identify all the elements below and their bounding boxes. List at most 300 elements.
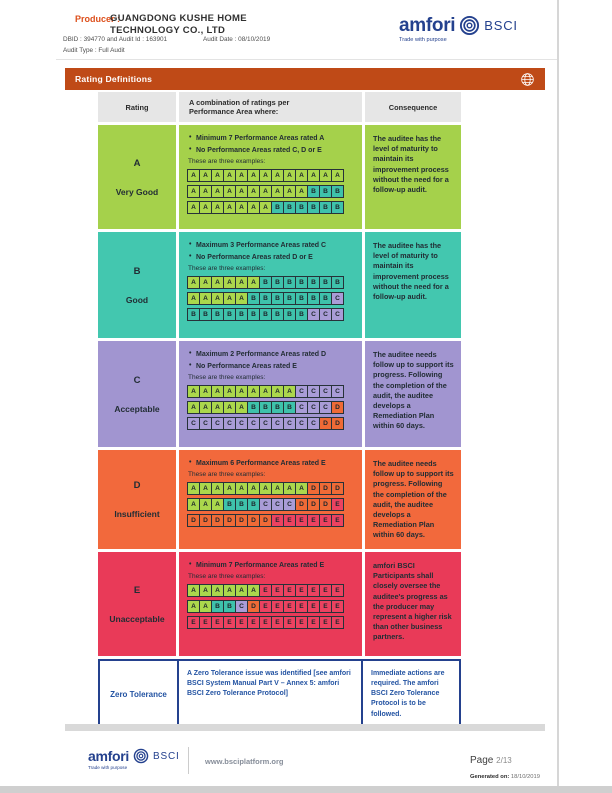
rating-cell-A: A bbox=[247, 169, 260, 182]
rating-name: Unacceptable bbox=[109, 613, 165, 624]
rating-cell-E: E bbox=[307, 514, 320, 527]
rating-letter: C bbox=[133, 374, 141, 386]
example-grid bbox=[187, 169, 356, 182]
rating-cell-A: A bbox=[235, 169, 248, 182]
rating-cell-A: A bbox=[199, 201, 212, 214]
example-grid bbox=[187, 385, 356, 398]
consequence-cell bbox=[365, 125, 461, 229]
example-grids bbox=[187, 385, 356, 430]
rating-cell-E: E bbox=[331, 584, 344, 597]
rating-row bbox=[98, 450, 461, 549]
rating-cell-C: C bbox=[199, 417, 212, 430]
rating-cell-D: D bbox=[211, 514, 224, 527]
rating-cell-C: C bbox=[319, 308, 332, 321]
audit-type: Audit Type : Full Audit bbox=[63, 47, 125, 54]
rating-cell-E: E bbox=[223, 616, 236, 629]
rating-cell-A: A bbox=[187, 584, 200, 597]
rating-cell-A: A bbox=[199, 401, 212, 414]
rating-cell-A: A bbox=[247, 201, 260, 214]
rating-cell-E: E bbox=[307, 616, 320, 629]
rating-cell-E: E bbox=[283, 584, 296, 597]
criteria-bullets bbox=[187, 561, 356, 570]
rating-cell-A: A bbox=[271, 482, 284, 495]
rating-cell-A: A bbox=[187, 600, 200, 613]
rating-cell-A: A bbox=[283, 385, 296, 398]
rating-cell-A: A bbox=[295, 185, 308, 198]
rating-cell-A: A bbox=[223, 385, 236, 398]
rating-cell-B: B bbox=[331, 276, 344, 289]
rating-cell-C: C bbox=[331, 292, 344, 305]
rating-cell-A: A bbox=[187, 482, 200, 495]
rating-cell-D: D bbox=[247, 600, 260, 613]
criteria-bullets bbox=[187, 350, 356, 371]
section-banner bbox=[65, 68, 545, 90]
rating-cell-D: D bbox=[295, 498, 308, 511]
rating-cell-C: C bbox=[259, 498, 272, 511]
header-divider bbox=[56, 59, 557, 60]
rating-cell-E: E bbox=[331, 616, 344, 629]
rating-cell-E: E bbox=[319, 584, 332, 597]
rating-cell-A: A bbox=[223, 584, 236, 597]
rating-cell-B: B bbox=[307, 276, 320, 289]
consequence-cell bbox=[365, 552, 461, 656]
rating-cell-A: A bbox=[223, 185, 236, 198]
rating-cell-E: E bbox=[259, 584, 272, 597]
rating-cell-E: E bbox=[259, 600, 272, 613]
rating-criteria-cell bbox=[179, 125, 362, 229]
rating-cell-C: C bbox=[235, 600, 248, 613]
example-grids bbox=[187, 276, 356, 321]
column-header-combination: A combination of ratings per Performance Area where: bbox=[179, 92, 362, 122]
rating-cell-B: B bbox=[307, 201, 320, 214]
rating-cell-B: B bbox=[271, 201, 284, 214]
rating-cell-B: B bbox=[235, 498, 248, 511]
table-header-row bbox=[98, 92, 461, 122]
rating-cell-B: B bbox=[307, 185, 320, 198]
page-edge-bottom bbox=[0, 786, 612, 793]
rating-cell-B: B bbox=[247, 308, 260, 321]
rating-cell-A: A bbox=[211, 185, 224, 198]
rating-cell-B: B bbox=[319, 185, 332, 198]
rating-cell-B: B bbox=[223, 600, 236, 613]
rating-cell-B: B bbox=[259, 292, 272, 305]
rating-cell-B: B bbox=[259, 276, 272, 289]
rating-cell-A: A bbox=[247, 185, 260, 198]
consequence-text: The auditee has the level of maturity to maintain its improvement process without the need for a follow-up audit. bbox=[373, 241, 449, 302]
rating-cell-B: B bbox=[319, 292, 332, 305]
producer-name-line1: GUANGDONG KUSHE HOME bbox=[110, 13, 247, 24]
rating-cell-A: A bbox=[271, 169, 284, 182]
example-grid bbox=[187, 308, 356, 321]
rating-cell-D: D bbox=[319, 417, 332, 430]
rating-cell-C: C bbox=[271, 417, 284, 430]
footer-amfori-bsci-logo bbox=[88, 748, 180, 770]
rating-cell-E: E bbox=[331, 498, 344, 511]
rating-cell-A: A bbox=[199, 600, 212, 613]
rating-cell-B: B bbox=[271, 276, 284, 289]
rating-row bbox=[98, 125, 461, 229]
rating-cell-A: A bbox=[199, 498, 212, 511]
example-grid bbox=[187, 482, 356, 495]
rating-cell-A: A bbox=[283, 482, 296, 495]
rating-cell-C: C bbox=[295, 417, 308, 430]
rating-name: Acceptable bbox=[114, 403, 160, 414]
rating-cell-B: B bbox=[295, 201, 308, 214]
page-edge-right bbox=[557, 0, 559, 787]
column-header-consequence: Consequence bbox=[365, 92, 461, 122]
rating-cell-E: E bbox=[295, 514, 308, 527]
rating-cell-A: A bbox=[223, 482, 236, 495]
rating-cell-B: B bbox=[271, 292, 284, 305]
rating-cell-A: A bbox=[247, 584, 260, 597]
rating-cell-D: D bbox=[331, 401, 344, 414]
rating-cell-B: B bbox=[199, 308, 212, 321]
rating-label-cell bbox=[98, 232, 176, 338]
rating-cell-E: E bbox=[319, 514, 332, 527]
rating-cell-A: A bbox=[187, 401, 200, 414]
rating-cell-B: B bbox=[247, 401, 260, 414]
rating-cell-E: E bbox=[235, 616, 248, 629]
rating-cell-B: B bbox=[283, 401, 296, 414]
rating-cell-B: B bbox=[211, 308, 224, 321]
rating-cell-B: B bbox=[247, 498, 260, 511]
rating-cell-D: D bbox=[307, 498, 320, 511]
rating-cell-E: E bbox=[271, 600, 284, 613]
rating-cell-B: B bbox=[187, 308, 200, 321]
rating-cell-C: C bbox=[295, 401, 308, 414]
rating-cell-E: E bbox=[307, 584, 320, 597]
rating-cell-A: A bbox=[247, 482, 260, 495]
rating-cell-E: E bbox=[271, 616, 284, 629]
rating-cell-A: A bbox=[223, 201, 236, 214]
rating-cell-C: C bbox=[283, 498, 296, 511]
consequence-text: The auditee has the level of maturity to maintain its improvement process without the need for a follow-up audit. bbox=[373, 134, 449, 195]
content-footer-separator bbox=[65, 724, 545, 731]
rating-cell-A: A bbox=[235, 482, 248, 495]
rating-cell-E: E bbox=[307, 600, 320, 613]
rating-cell-B: B bbox=[295, 308, 308, 321]
rating-name: Good bbox=[125, 294, 149, 305]
zero-tolerance-row bbox=[98, 659, 461, 730]
example-grid bbox=[187, 498, 356, 511]
amfori-mark-icon bbox=[133, 748, 149, 764]
example-grid bbox=[187, 401, 356, 414]
rating-cell-E: E bbox=[283, 616, 296, 629]
page-indicator bbox=[470, 755, 512, 766]
rating-cell-E: E bbox=[295, 600, 308, 613]
rating-cell-C: C bbox=[295, 385, 308, 398]
rating-cell-A: A bbox=[235, 584, 248, 597]
rating-cell-D: D bbox=[331, 417, 344, 430]
rating-cell-E: E bbox=[283, 600, 296, 613]
rating-cell-C: C bbox=[307, 385, 320, 398]
rating-cell-A: A bbox=[187, 201, 200, 214]
rating-cell-B: B bbox=[271, 308, 284, 321]
rating-cell-E: E bbox=[331, 514, 344, 527]
rating-cell-C: C bbox=[211, 417, 224, 430]
bsci-wordmark: BSCI bbox=[153, 750, 180, 762]
rating-cell-A: A bbox=[223, 276, 236, 289]
rating-rows bbox=[98, 125, 461, 656]
rating-cell-B: B bbox=[211, 600, 224, 613]
rating-cell-B: B bbox=[319, 201, 332, 214]
examples-label: These are three examples: bbox=[188, 374, 266, 382]
rating-cell-B: B bbox=[283, 276, 296, 289]
rating-cell-B: B bbox=[259, 401, 272, 414]
rating-cell-A: A bbox=[211, 292, 224, 305]
rating-cell-C: C bbox=[319, 401, 332, 414]
criteria-bullets bbox=[187, 241, 356, 262]
rating-cell-A: A bbox=[187, 169, 200, 182]
criteria-bullets bbox=[187, 459, 356, 468]
producer-name-line2: TECHNOLOGY CO., LTD bbox=[110, 24, 226, 36]
rating-cell-A: A bbox=[259, 482, 272, 495]
rating-cell-E: E bbox=[247, 616, 260, 629]
rating-cell-E: E bbox=[331, 600, 344, 613]
rating-cell-A: A bbox=[295, 482, 308, 495]
rating-cell-B: B bbox=[331, 201, 344, 214]
rating-label-cell bbox=[98, 125, 176, 229]
rating-cell-A: A bbox=[187, 276, 200, 289]
example-grid bbox=[187, 514, 356, 527]
examples-label: These are three examples: bbox=[188, 573, 266, 581]
rating-cell-C: C bbox=[187, 417, 200, 430]
rating-cell-A: A bbox=[187, 292, 200, 305]
rating-cell-A: A bbox=[211, 482, 224, 495]
consequence-cell bbox=[365, 232, 461, 338]
example-grids bbox=[187, 482, 356, 527]
rating-cell-A: A bbox=[199, 276, 212, 289]
rating-cell-D: D bbox=[319, 482, 332, 495]
zero-tolerance-criteria: A Zero Tolerance issue was identified [see amfori BSCI System Manual Part V – Annex 5: amfori BSCI Zero Tolerance Protocol] bbox=[179, 661, 363, 728]
examples-label: These are three examples: bbox=[188, 265, 266, 273]
rating-cell-A: A bbox=[271, 385, 284, 398]
rating-cell-A: A bbox=[319, 169, 332, 182]
rating-cell-A: A bbox=[259, 385, 272, 398]
rating-cell-D: D bbox=[187, 514, 200, 527]
rating-cell-B: B bbox=[319, 276, 332, 289]
rating-row bbox=[98, 552, 461, 656]
generated-date: 18/10/2019 bbox=[510, 774, 540, 780]
example-grid bbox=[187, 185, 356, 198]
page-label: Page bbox=[470, 755, 494, 766]
website-url: www.bsciplatform.org bbox=[205, 757, 284, 766]
rating-cell-B: B bbox=[331, 185, 344, 198]
dbid-audit-id: DBID : 394770 and Audit Id : 163901 bbox=[63, 36, 168, 43]
rating-cell-E: E bbox=[319, 616, 332, 629]
brand-tagline: Trade with purpose bbox=[88, 765, 128, 770]
consequence-text: amfori BSCI Participants shall closely oversee the auditee's progress as the producer may represent a higher risk than other business partners. bbox=[373, 561, 452, 642]
consequence-cell bbox=[365, 450, 461, 549]
rating-letter: B bbox=[133, 265, 141, 277]
rating-cell-B: B bbox=[295, 292, 308, 305]
generated-on bbox=[470, 774, 540, 780]
rating-row bbox=[98, 232, 461, 338]
rating-cell-E: E bbox=[259, 616, 272, 629]
rating-cell-A: A bbox=[199, 169, 212, 182]
amfori-wordmark: amfori bbox=[399, 15, 456, 36]
zero-tolerance-consequence: Immediate actions are required. The amfori BSCI Zero Tolerance Protocol is to be followed. bbox=[371, 670, 445, 718]
example-grid bbox=[187, 292, 356, 305]
rating-criteria-cell bbox=[179, 341, 362, 447]
rating-criteria-cell bbox=[179, 552, 362, 656]
rating-cell-B: B bbox=[283, 201, 296, 214]
rating-cell-A: A bbox=[211, 498, 224, 511]
column-header-rating: Rating bbox=[98, 92, 176, 122]
rating-cell-A: A bbox=[307, 169, 320, 182]
rating-cell-A: A bbox=[259, 185, 272, 198]
rating-cell-E: E bbox=[283, 514, 296, 527]
consequence-text: The auditee needs follow up to support its progress. Following the completion of the audit, the auditee develops a Remediation Plan within 60 days. bbox=[373, 459, 454, 540]
criteria-bullet: • Minimum 7 Performance Areas rated A bbox=[187, 134, 356, 143]
rating-cell-C: C bbox=[235, 417, 248, 430]
rating-cell-A: A bbox=[235, 385, 248, 398]
rating-cell-E: E bbox=[271, 584, 284, 597]
amfori-mark-icon bbox=[459, 15, 480, 36]
rating-definitions-table bbox=[98, 92, 461, 730]
rating-cell-A: A bbox=[211, 385, 224, 398]
rating-row bbox=[98, 341, 461, 447]
example-grid bbox=[187, 201, 356, 214]
generated-label: Generated on: bbox=[470, 774, 510, 780]
rating-cell-A: A bbox=[235, 276, 248, 289]
rating-cell-B: B bbox=[283, 308, 296, 321]
producer-label: Producer : bbox=[75, 14, 121, 24]
rating-cell-A: A bbox=[223, 169, 236, 182]
rating-cell-A: A bbox=[259, 169, 272, 182]
producer-name bbox=[110, 13, 247, 36]
globe-icon bbox=[520, 72, 535, 87]
rating-cell-A: A bbox=[283, 185, 296, 198]
rating-cell-A: A bbox=[235, 185, 248, 198]
rating-name: Very Good bbox=[115, 186, 159, 197]
criteria-bullet: • No Performance Areas rated D or E bbox=[187, 253, 356, 262]
rating-cell-B: B bbox=[307, 292, 320, 305]
example-grid bbox=[187, 616, 356, 629]
rating-label-cell bbox=[98, 552, 176, 656]
rating-cell-A: A bbox=[235, 401, 248, 414]
rating-cell-A: A bbox=[199, 482, 212, 495]
rating-cell-A: A bbox=[271, 185, 284, 198]
rating-letter: D bbox=[133, 480, 141, 491]
bsci-wordmark: BSCI bbox=[484, 18, 518, 33]
rating-cell-D: D bbox=[235, 514, 248, 527]
amfori-bsci-logo bbox=[399, 15, 518, 43]
example-grid bbox=[187, 417, 356, 430]
rating-cell-A: A bbox=[247, 385, 260, 398]
zero-tolerance-label: Zero Tolerance bbox=[100, 661, 179, 728]
rating-cell-D: D bbox=[199, 514, 212, 527]
rating-cell-E: E bbox=[211, 616, 224, 629]
rating-name: Insufficient bbox=[114, 509, 160, 519]
rating-cell-B: B bbox=[259, 308, 272, 321]
rating-cell-B: B bbox=[295, 276, 308, 289]
rating-label-cell bbox=[98, 450, 176, 549]
examples-label: These are three examples: bbox=[188, 158, 266, 166]
rating-cell-C: C bbox=[271, 498, 284, 511]
rating-cell-A: A bbox=[211, 201, 224, 214]
criteria-bullet: • No Performance Areas rated C, D or E bbox=[187, 146, 356, 155]
criteria-bullets bbox=[187, 134, 356, 155]
rating-cell-A: A bbox=[223, 292, 236, 305]
rating-cell-D: D bbox=[247, 514, 260, 527]
rating-cell-A: A bbox=[283, 169, 296, 182]
rating-cell-E: E bbox=[295, 584, 308, 597]
rating-cell-A: A bbox=[235, 201, 248, 214]
rating-cell-D: D bbox=[331, 482, 344, 495]
section-title: Rating Definitions bbox=[75, 74, 153, 84]
page-number: 2/13 bbox=[496, 756, 512, 765]
rating-criteria-cell bbox=[179, 450, 362, 549]
criteria-bullet: • Minimum 7 Performance Areas rated E bbox=[187, 561, 356, 570]
rating-cell-A: A bbox=[295, 169, 308, 182]
consequence-cell bbox=[365, 341, 461, 447]
rating-cell-B: B bbox=[235, 308, 248, 321]
example-grid bbox=[187, 584, 356, 597]
rating-criteria-cell bbox=[179, 232, 362, 338]
rating-cell-B: B bbox=[223, 308, 236, 321]
rating-cell-A: A bbox=[235, 292, 248, 305]
rating-cell-D: D bbox=[319, 498, 332, 511]
rating-cell-A: A bbox=[199, 385, 212, 398]
rating-cell-C: C bbox=[319, 385, 332, 398]
example-grid bbox=[187, 600, 356, 613]
brand-tagline: Trade with purpose bbox=[399, 37, 447, 43]
rating-cell-A: A bbox=[199, 584, 212, 597]
example-grids bbox=[187, 584, 356, 629]
rating-cell-E: E bbox=[271, 514, 284, 527]
examples-label: These are three examples: bbox=[188, 471, 266, 479]
rating-cell-E: E bbox=[199, 616, 212, 629]
rating-cell-C: C bbox=[283, 417, 296, 430]
rating-cell-A: A bbox=[199, 185, 212, 198]
rating-cell-D: D bbox=[223, 514, 236, 527]
rating-cell-C: C bbox=[247, 417, 260, 430]
rating-label-cell bbox=[98, 341, 176, 447]
rating-cell-C: C bbox=[223, 417, 236, 430]
rating-cell-B: B bbox=[271, 401, 284, 414]
rating-letter: A bbox=[133, 157, 141, 169]
audit-date: Audit Date : 08/10/2019 bbox=[203, 36, 271, 43]
consequence-text: The auditee needs follow up to support its progress. Following the completion of the audit, the auditee develops a Remediation Plan within 60 days. bbox=[373, 350, 454, 431]
rating-cell-A: A bbox=[331, 169, 344, 182]
rating-cell-D: D bbox=[307, 482, 320, 495]
rating-cell-B: B bbox=[283, 292, 296, 305]
criteria-bullet: • Maximum 3 Performance Areas rated C bbox=[187, 241, 356, 250]
footer-divider bbox=[188, 747, 189, 774]
rating-cell-A: A bbox=[247, 276, 260, 289]
rating-cell-C: C bbox=[259, 417, 272, 430]
rating-cell-C: C bbox=[331, 385, 344, 398]
rating-cell-A: A bbox=[211, 169, 224, 182]
rating-cell-E: E bbox=[319, 600, 332, 613]
rating-cell-E: E bbox=[295, 616, 308, 629]
rating-cell-A: A bbox=[259, 201, 272, 214]
rating-cell-A: A bbox=[187, 185, 200, 198]
criteria-bullet: • Maximum 6 Performance Areas rated E bbox=[187, 459, 356, 468]
rating-cell-E: E bbox=[187, 616, 200, 629]
rating-cell-A: A bbox=[211, 401, 224, 414]
criteria-bullet: • Maximum 2 Performance Areas rated D bbox=[187, 350, 356, 359]
rating-cell-C: C bbox=[331, 308, 344, 321]
rating-cell-A: A bbox=[187, 498, 200, 511]
rating-cell-C: C bbox=[307, 401, 320, 414]
rating-cell-B: B bbox=[247, 292, 260, 305]
rating-cell-A: A bbox=[187, 385, 200, 398]
rating-cell-C: C bbox=[307, 417, 320, 430]
rating-cell-D: D bbox=[259, 514, 272, 527]
rating-cell-A: A bbox=[199, 292, 212, 305]
